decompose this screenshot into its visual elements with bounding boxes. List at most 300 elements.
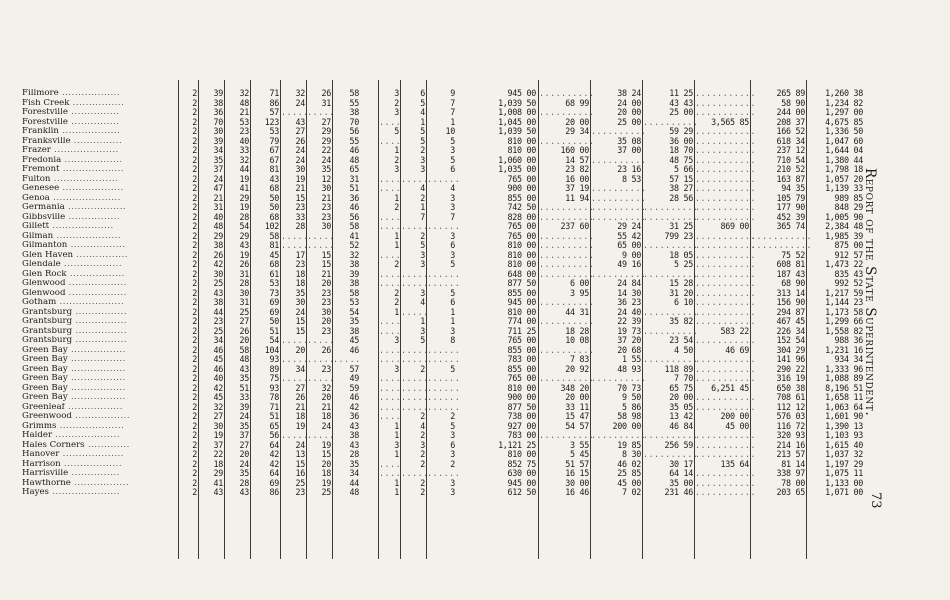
leader-dots: ................ — [72, 326, 128, 336]
table-cell: 783 00 — [507, 354, 536, 364]
district-name — [22, 89, 172, 99]
table-cell: 1,173 58 — [825, 306, 863, 317]
table-cell: .......... — [591, 268, 647, 279]
table-cell: ........... — [695, 363, 756, 374]
table-cell: 1,336 50 — [825, 126, 863, 136]
table-cell: 6 — [450, 164, 455, 174]
table-cell: 46 02 — [617, 458, 641, 469]
leader-dots: ................. — [67, 383, 126, 393]
leader-dots: ................ — [72, 307, 128, 317]
table-cell: 3 — [420, 164, 425, 174]
table-cell: 69 — [269, 306, 279, 317]
table-cell: ........... — [695, 439, 756, 450]
money-column-2 — [538, 80, 595, 559]
table-cell: 452 39 — [776, 211, 805, 222]
table-cell: 58 — [349, 221, 359, 231]
table-cell: 5 — [450, 259, 455, 269]
district-name — [22, 118, 172, 128]
table-cell: 4 — [420, 183, 425, 193]
table-cell: 40 — [213, 211, 223, 222]
table-cell: 35 05 — [669, 401, 693, 412]
table-cell: 5 — [420, 240, 425, 250]
table-cell: 53 — [349, 297, 359, 307]
table-cell: 1,473 22 — [825, 259, 863, 269]
table-cell: ..... — [401, 268, 429, 279]
table-cell: ..... — [401, 392, 429, 402]
district-name — [22, 298, 172, 308]
table-cell: 102 — [264, 221, 279, 231]
table-cell: 57 15 — [669, 173, 693, 184]
table-cell: 13 — [295, 449, 305, 459]
table-cell: 38 24 — [617, 88, 641, 98]
leader-dots: ............... — [67, 108, 120, 117]
table-cell: .......... — [591, 154, 647, 165]
table-cell: 848 29 — [834, 202, 863, 212]
leader-dots: ................... — [59, 165, 125, 174]
table-cell: 75 — [269, 373, 279, 383]
table-cell: 3 — [394, 335, 399, 345]
table-cell: 650 38 — [776, 382, 805, 393]
table-cell: 244 00 — [776, 107, 805, 117]
table-cell: 24 40 — [617, 306, 641, 317]
table-cell: 56 — [269, 430, 279, 440]
leader-dots: ................. — [70, 478, 130, 488]
table-cell: 31 — [349, 173, 359, 184]
table-cell: 24 — [321, 154, 331, 165]
table-cell: 58 — [349, 88, 359, 98]
table-cell: ........... — [695, 202, 756, 212]
table-cell: 46 69 — [725, 344, 749, 355]
table-cell: 28 — [239, 211, 249, 222]
table-cell: 3 — [450, 192, 455, 203]
table-cell: 1,558 82 — [825, 325, 863, 336]
table-cell: 2 — [192, 268, 197, 279]
table-cell: 3 — [394, 439, 399, 450]
table-cell: .... — [379, 354, 402, 364]
table-cell: 19 — [321, 477, 331, 488]
district-name-text: Gotham — [22, 298, 57, 307]
table-cell: .......... — [539, 259, 595, 269]
table-cell: 24 84 — [617, 278, 641, 288]
table-cell: 22 — [321, 145, 331, 155]
table-cell: ...... — [427, 468, 461, 478]
table-cell: 20 68 — [617, 344, 641, 355]
table-cell: 7 70 — [674, 373, 693, 383]
district-name — [22, 412, 172, 422]
table-cell: 16 00 — [565, 173, 589, 184]
table-cell: 810 00 — [507, 145, 536, 155]
table-cell: 855 00 — [507, 192, 536, 203]
leader-dots: ................ — [73, 250, 129, 260]
table-cell: 2 — [420, 430, 425, 440]
district-name — [22, 479, 172, 489]
table-cell: .......... — [591, 126, 647, 136]
table-cell: 69 — [269, 297, 279, 307]
table-cell: 26 — [213, 249, 223, 260]
table-cell: 5 — [450, 287, 455, 298]
table-cell: 46 — [213, 363, 223, 374]
table-cell: 37 — [239, 430, 249, 440]
table-cell: 869 00 — [720, 221, 749, 231]
table-cell: 2 — [192, 316, 197, 326]
table-cell: 61 — [269, 268, 279, 279]
table-cell: 39 — [213, 135, 223, 146]
table-cell: 34 — [295, 363, 305, 374]
table-cell: 19 — [321, 439, 331, 450]
district-name — [22, 108, 172, 118]
table-cell: 70 — [349, 116, 359, 127]
district-name — [22, 308, 172, 318]
table-cell: 20 — [321, 316, 331, 326]
leader-dots: .................... — [53, 231, 122, 241]
table-cell: 783 00 — [507, 430, 536, 440]
district-name — [22, 450, 172, 460]
table-cell: 51 — [349, 183, 359, 193]
table-cell: .......... — [539, 135, 595, 146]
table-cell: 29 34 — [565, 126, 589, 136]
table-cell: 22 — [213, 449, 223, 459]
district-name-text: Fillmore — [22, 89, 59, 98]
table-cell: 156 90 — [776, 297, 805, 307]
table-cell: 3 — [394, 363, 399, 374]
table-cell: ........... — [695, 211, 756, 222]
table-cell: ........... — [695, 392, 756, 402]
table-cell: 2 — [420, 487, 425, 497]
table-cell: 55 42 — [617, 230, 641, 241]
table-cell: 1,035 00 — [498, 164, 536, 174]
table-cell: 20 00 — [565, 392, 589, 402]
table-cell: 67 — [269, 154, 279, 165]
table-cell: .... — [379, 221, 402, 231]
table-cell: 177 90 — [776, 202, 805, 212]
table-cell: 30 00 — [565, 477, 589, 488]
table-cell: 50 — [269, 192, 279, 203]
table-cell: 3 — [450, 430, 455, 440]
table-cell: 44 — [349, 477, 359, 488]
table-cell: 24 00 — [617, 97, 641, 108]
table-cell: 152 54 — [776, 335, 805, 345]
leader-dots: ................... — [59, 450, 125, 459]
table-cell: ..... — [401, 173, 429, 184]
table-cell: ........... — [695, 449, 756, 459]
table-cell: 35 — [239, 373, 249, 383]
table-cell: 57 — [269, 107, 279, 117]
count-column-5 — [280, 80, 307, 559]
table-cell: 765 00 — [507, 373, 536, 383]
table-cell: 43 — [239, 363, 249, 374]
table-cell: 2 — [420, 363, 425, 374]
district-name — [22, 346, 172, 356]
table-cell: 52 — [349, 240, 359, 250]
district-name — [22, 460, 172, 470]
table-cell: ..... — [401, 373, 429, 383]
table-cell: 2 — [192, 363, 197, 374]
table-cell: 648 00 — [507, 268, 536, 279]
table-cell: 5 — [450, 420, 455, 431]
table-cell: 53 — [269, 126, 279, 136]
district-name — [22, 355, 172, 365]
table-cell: 365 74 — [776, 221, 805, 231]
table-cell: 59 — [349, 382, 359, 393]
table-cell: 19 — [239, 249, 249, 260]
table-cell: 30 — [321, 306, 331, 317]
table-cell: 38 27 — [669, 183, 693, 193]
table-cell: ........... — [695, 126, 756, 136]
table-cell: .... — [379, 316, 402, 326]
table-cell: 7 — [450, 211, 455, 222]
table-cell: 900 00 — [507, 392, 536, 402]
table-cell: 200 00 — [612, 420, 641, 431]
table-cell: 67 — [269, 145, 279, 155]
table-cell: 48 — [239, 354, 249, 364]
table-cell: 945 00 — [507, 477, 536, 488]
table-cell: 71 — [269, 88, 279, 98]
table-cell: .... — [379, 116, 402, 127]
table-cell: 27 — [321, 116, 331, 127]
table-cell: 25 — [213, 325, 223, 336]
table-cell: .......... — [539, 211, 595, 222]
table-cell: 36 — [213, 107, 223, 117]
district-name-column — [22, 89, 172, 498]
leader-dots: ................. — [67, 374, 126, 383]
table-cell: 55 — [349, 135, 359, 146]
table-cell: 2 — [394, 97, 399, 108]
table-cell: 34 — [213, 335, 223, 345]
table-cell: .......... — [591, 183, 647, 193]
table-cell: ........... — [695, 135, 756, 146]
table-cell: 35 — [349, 458, 359, 469]
table-cell: 24 — [295, 145, 305, 155]
table-cell: 30 — [213, 268, 223, 279]
table-cell: .... — [379, 325, 402, 336]
table-cell: 1 — [394, 449, 399, 459]
district-name-text: Green Bay — [22, 364, 68, 374]
table-cell: 30 — [321, 183, 331, 193]
table-cell: 53 — [239, 116, 249, 127]
table-cell: 2 — [192, 126, 197, 136]
leader-dots: .................. — [65, 288, 127, 298]
table-cell: 31 — [213, 202, 223, 212]
leader-dots: .................... — [56, 421, 125, 431]
table-cell: 1,644 04 — [825, 145, 863, 155]
table-cell: 94 35 — [781, 183, 805, 193]
table-cell: 23 — [295, 487, 305, 497]
district-name — [22, 422, 172, 432]
table-cell: 27 — [213, 411, 223, 421]
table-cell: 900 00 — [507, 183, 536, 193]
table-cell: 304 29 — [776, 344, 805, 355]
table-cell: 11 94 — [565, 192, 589, 203]
table-cell: 2 — [192, 164, 197, 174]
table-cell: 2 — [192, 249, 197, 260]
table-cell: 42 — [269, 449, 279, 459]
table-cell: 3,565 85 — [711, 116, 749, 127]
table-cell: ...... — [427, 221, 461, 231]
table-cell: 1,299 66 — [825, 316, 863, 326]
district-name-text: Hanover — [22, 450, 60, 459]
table-cell: 3 95 — [570, 287, 589, 298]
table-cell: .... — [379, 183, 402, 193]
table-cell: 18 05 — [669, 249, 693, 260]
table-cell: 35 — [239, 420, 249, 431]
table-cell: 2 — [420, 458, 425, 469]
table-cell: 23 — [321, 202, 331, 212]
table-cell: 48 — [239, 97, 249, 108]
table-cell: 20 — [295, 344, 305, 355]
table-cell: 1,045 00 — [498, 116, 536, 127]
district-name-text: Gillett — [22, 222, 50, 231]
table-cell: 3 — [450, 477, 455, 488]
table-cell: 51 57 — [565, 458, 589, 469]
district-name-text: Gilmanton — [22, 241, 68, 250]
table-cell: 989 85 — [834, 192, 863, 203]
table-cell: 2 — [192, 468, 197, 478]
table-cell: 774 00 — [507, 316, 536, 326]
table-cell: .......... — [539, 430, 595, 440]
table-cell: 1,390 13 — [825, 420, 863, 431]
table-cell: 81 — [269, 240, 279, 250]
table-cell: 24 — [295, 439, 305, 450]
table-cell: .......... — [643, 116, 699, 127]
leader-dots: .................... — [50, 174, 119, 184]
district-name-text: Fulton — [22, 174, 51, 184]
table-cell: ..... — [281, 373, 309, 383]
table-cell: 1,075 11 — [825, 468, 863, 478]
table-cell: 2 — [192, 230, 197, 241]
table-cell: 1 — [394, 477, 399, 488]
table-cell: 28 — [239, 477, 249, 488]
table-cell: 58 — [349, 287, 359, 298]
table-cell: ........... — [695, 468, 756, 478]
table-cell: 38 — [349, 430, 359, 440]
table-cell: 42 — [349, 401, 359, 412]
table-cell: 51 — [269, 325, 279, 336]
table-cell: 49 — [349, 373, 359, 383]
table-cell: .......... — [539, 240, 595, 250]
table-cell: 5 45 — [570, 449, 589, 459]
table-cell: 4 — [450, 183, 455, 193]
table-cell: 65 — [269, 420, 279, 431]
table-cell: 2 — [192, 278, 197, 288]
table-cell: 18 — [213, 458, 223, 469]
table-cell: 467 45 — [776, 316, 805, 326]
table-cell: ........... — [695, 97, 756, 108]
district-name-text: Grantsburg — [22, 336, 73, 345]
table-cell: 26 — [321, 344, 331, 355]
table-cell: 78 00 — [781, 477, 805, 488]
district-name — [22, 384, 172, 394]
table-cell: 21 — [295, 183, 305, 193]
table-cell: ........... — [695, 268, 756, 279]
table-cell: 33 11 — [565, 401, 589, 412]
table-cell: 1 — [450, 116, 455, 127]
table-cell: 93 — [269, 382, 279, 393]
table-cell: 81 — [269, 164, 279, 174]
table-cell: 32 — [213, 401, 223, 412]
table-cell: 1,039 50 — [498, 97, 536, 108]
table-cell: 58 98 — [617, 411, 641, 421]
table-cell: 5 66 — [674, 164, 693, 174]
table-cell: ........... — [695, 297, 756, 307]
table-cell: 2 — [192, 259, 197, 269]
table-cell: 583 22 — [720, 325, 749, 336]
table-cell: 3 55 — [570, 439, 589, 450]
table-cell: 48 75 — [669, 154, 693, 165]
table-cell: 43 — [295, 116, 305, 127]
table-cell: 1,063 64 — [825, 401, 863, 412]
money-column-6 — [750, 80, 812, 559]
table-cell: ..... — [401, 278, 429, 288]
table-cell: 23 — [239, 126, 249, 136]
table-cell: 15 — [295, 192, 305, 203]
table-cell: 1,333 96 — [825, 363, 863, 374]
table-cell: 35 — [213, 154, 223, 165]
table-cell: 1,005 90 — [825, 211, 863, 222]
table-cell: 55 — [349, 97, 359, 108]
table-cell: 35 — [295, 287, 305, 298]
table-cell: 19 — [295, 173, 305, 184]
table-cell: 992 52 — [834, 278, 863, 288]
table-cell: 5 — [420, 126, 425, 136]
table-cell: ........... — [695, 240, 756, 250]
count-column-1 — [178, 80, 199, 559]
table-cell: 49 16 — [617, 259, 641, 269]
table-cell: 58 — [269, 230, 279, 241]
table-cell: 348 20 — [560, 382, 589, 393]
table-cell: 912 57 — [834, 249, 863, 260]
table-cell: 39 — [349, 268, 359, 279]
table-cell: 26 — [321, 88, 331, 98]
table-cell: 23 54 — [669, 335, 693, 345]
table-cell: 1 — [394, 145, 399, 155]
table-cell: 70 73 — [617, 382, 641, 393]
table-cell: 19 — [239, 173, 249, 184]
table-cell: 64 — [269, 439, 279, 450]
table-cell: 200 00 — [720, 411, 749, 421]
table-cell: .......... — [539, 202, 595, 212]
table-cell: ..... — [401, 306, 429, 317]
table-cell: 23 — [321, 363, 331, 374]
district-name — [22, 127, 172, 137]
district-name-text: Green Bay — [22, 374, 68, 383]
district-name — [22, 194, 172, 204]
table-cell: 20 92 — [565, 363, 589, 374]
table-cell: 64 14 — [669, 468, 693, 478]
table-cell: 15 — [295, 316, 305, 326]
district-name-text: Green Bay — [22, 345, 68, 355]
table-cell: ........... — [695, 145, 756, 155]
table-cell: 23 — [321, 211, 331, 222]
table-cell: 28 56 — [669, 192, 693, 203]
table-cell: 59 29 — [669, 126, 693, 136]
district-name-text: Forestville — [22, 108, 68, 117]
table-cell: 618 34 — [776, 135, 805, 146]
table-cell: 2 — [192, 107, 197, 117]
table-cell: .... — [379, 392, 402, 402]
money-column-4 — [642, 80, 699, 559]
table-cell: 7 — [450, 97, 455, 108]
table-cell: 25 — [213, 278, 223, 288]
table-cell: 1,231 16 — [825, 344, 863, 355]
table-cell: 2 — [192, 154, 197, 165]
table-cell: 30 — [213, 126, 223, 136]
table-cell: ..... — [281, 430, 309, 440]
table-cell: 3 — [450, 249, 455, 260]
table-cell: 1 — [394, 430, 399, 440]
table-cell: 18 — [321, 411, 331, 421]
table-cell: .......... — [539, 297, 595, 307]
district-name — [22, 137, 172, 147]
